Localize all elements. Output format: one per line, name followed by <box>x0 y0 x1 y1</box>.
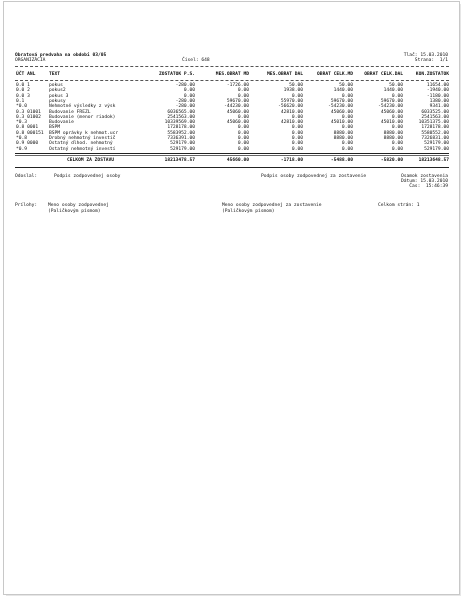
cell-opening: -280.00 <box>175 104 195 110</box>
cell-closing: 1728178.00 <box>421 125 449 131</box>
cell-account: *0.0 <box>16 104 28 110</box>
total-obrat-dal: -5820.00 <box>380 158 403 163</box>
cell-month-md: 0.00 <box>237 136 249 141</box>
cell-month-md: 45060.00 <box>226 109 249 115</box>
cell-obrat-md: 1440.00 <box>333 88 353 94</box>
cell-opening: 529179.00 <box>170 146 195 152</box>
column-header-row <box>15 72 449 77</box>
total-bottom-rule <box>15 167 449 168</box>
cell-account: 0.0 2 <box>16 88 30 94</box>
cell-account: 0.0 1 <box>16 83 30 88</box>
total-month-dal: -1718.00 <box>280 158 303 163</box>
cell-month-md: 0.00 <box>237 88 249 94</box>
cell-obrat-md: -54230.00 <box>328 104 353 110</box>
cell-month-dal: 55970.00 <box>280 98 303 104</box>
cell-opening: 0.00 <box>183 93 195 99</box>
cell-text: Budovanie FREZL <box>49 109 91 115</box>
cell-month-dal: 1938.00 <box>283 88 303 94</box>
cell-account: 0.8 0001 <box>16 125 39 131</box>
cell-month-dal: 0.00 <box>291 146 303 152</box>
cell-obrat-dal: 45010.00 <box>380 120 403 126</box>
cell-obrat-md: 59670.00 <box>330 98 353 104</box>
cell-text: BSPM <box>49 125 61 131</box>
report-page <box>3 1 460 595</box>
column-header-rule <box>15 80 449 81</box>
cell-text: BSPM oprávky k nehmot.ucr <box>49 130 119 136</box>
cell-text: pokus 3 <box>49 93 69 99</box>
col-header-account: ÚČT ANL <box>16 72 36 77</box>
cell-opening: 10339569.00 <box>164 120 195 126</box>
cell-text: Drobný nehmotný investič <box>49 136 116 141</box>
cell-obrat-md: 45010.00 <box>330 120 353 126</box>
cell-month-md: 45060.00 <box>226 120 249 126</box>
cell-text: pokusy <box>49 98 66 104</box>
compiler-name-label: Meno osoby zodpovednej za zostavenie <box>222 203 322 208</box>
attachments-label: Prílohy: <box>15 203 38 208</box>
cell-month-md: 0.00 <box>237 130 249 136</box>
cell-obrat-dal: 59670.00 <box>380 98 403 104</box>
cell-account: *0.9 <box>16 146 28 152</box>
cell-text: pokus <box>49 83 63 88</box>
table-row <box>15 131 449 136</box>
cell-month-dal: 0.00 <box>291 93 303 99</box>
cell-month-dal: 42810.00 <box>280 109 303 115</box>
header-top-rule <box>15 66 449 67</box>
total-pages-label: Celkom strán: 1 <box>378 203 420 208</box>
col-header-obrat-md: OBRAT CELK.MD <box>317 72 353 77</box>
cell-obrat-md: 0.00 <box>341 146 353 152</box>
total-obrat-md: -5488.00 <box>330 158 353 163</box>
total-closing: 18213648.57 <box>418 158 449 163</box>
total-row <box>15 158 449 163</box>
cell-closing: 1380.00 <box>429 98 449 104</box>
cell-month-dal: 0.00 <box>291 141 303 147</box>
cell-obrat-dal: 0.00 <box>391 114 403 120</box>
cell-obrat-md: 45060.00 <box>330 109 353 115</box>
cell-opening: 0.00 <box>183 88 195 94</box>
cell-closing: 9341.00 <box>429 104 449 110</box>
total-month-md: 45660.00 <box>226 158 249 163</box>
cell-account: 0.1 <box>16 98 25 104</box>
table-row <box>15 94 449 99</box>
cell-month-dal: -56620.00 <box>278 104 303 110</box>
cell-month-md: -44230.00 <box>224 104 249 110</box>
col-header-opening: ZOSTATOK P.S. <box>159 72 195 77</box>
cell-account: 0.0 3 <box>16 93 30 99</box>
cell-obrat-dal: 0.00 <box>391 125 403 131</box>
compile-date: Dátum: 15.03.2010 <box>400 179 448 184</box>
cell-obrat-md: 8880.00 <box>333 130 353 136</box>
total-opening: 18213478.57 <box>164 158 195 163</box>
compiler-name-hint: (Paličkovým písmom) <box>222 209 275 214</box>
cell-obrat-md: 0.00 <box>341 93 353 99</box>
cell-obrat-md: 0.00 <box>341 114 353 120</box>
report-center-info: Čísel: 648 <box>182 58 210 63</box>
cell-closing: 529179.00 <box>424 141 449 147</box>
cell-closing: 2541563.00 <box>421 114 449 120</box>
table-row <box>15 110 449 115</box>
cell-opening: 6036565.00 <box>167 109 195 115</box>
cell-closing: 11654.00 <box>426 83 449 88</box>
cell-account: 0.9 0000 <box>16 141 39 147</box>
cell-obrat-dal: 45060.00 <box>380 109 403 115</box>
cell-month-dal: 50.00 <box>289 83 303 88</box>
cell-obrat-dal: 0.00 <box>391 141 403 147</box>
cell-text: Budovanie (menor riadok) <box>49 114 116 120</box>
cell-month-dal: 0.00 <box>291 125 303 131</box>
responsible-name-hint: (Paličkovým písmom) <box>48 209 101 214</box>
report-subtitle: ORGANIZÁCIA <box>15 58 46 63</box>
cell-month-md: 59670.00 <box>226 98 249 104</box>
cell-opening: -280.00 <box>175 83 195 88</box>
col-header-text: TEXT <box>49 72 61 77</box>
total-label: CELKOM ZA ZOSTAVU <box>67 158 115 163</box>
cell-opening: 529179.00 <box>170 141 195 147</box>
cell-text: Ostatný dlhod. nehmotný <box>49 141 113 147</box>
cell-month-dal: 0.00 <box>291 130 303 136</box>
table-row <box>15 141 449 146</box>
cell-closing: 6033525.00 <box>421 109 449 115</box>
cell-account: 0.3 01001 <box>16 109 41 115</box>
print-date: Tlač: 15.03.2010 <box>403 53 448 58</box>
responsible-name-label: Meno osoby zodpovednej <box>48 203 109 208</box>
table-row <box>15 88 449 93</box>
cell-account: 0.8 000151 <box>16 130 44 136</box>
cell-closing: 5580552.00 <box>421 130 449 136</box>
compile-title: Osamok zostavenia <box>400 174 448 179</box>
cell-month-md: -1726.00 <box>226 83 249 88</box>
cell-obrat-dal: 1440.00 <box>383 88 403 94</box>
responsible-signature-label: Podpis zodpovednej osoby <box>54 174 121 179</box>
cell-obrat-dal: 8880.00 <box>383 130 403 136</box>
table-row <box>15 147 449 152</box>
cell-opening: 5583952.00 <box>167 130 195 136</box>
cell-obrat-md: 8880.00 <box>333 136 353 141</box>
cell-opening: 1728178.00 <box>167 125 195 131</box>
cell-account: *0.8 <box>16 136 28 141</box>
cell-closing: -1940.00 <box>426 88 449 94</box>
col-header-month-md: MES.OBRAT MD <box>215 72 249 77</box>
report-title: Obratová predvaha na obdobi 03/05 <box>15 53 107 58</box>
cell-month-md: 0.00 <box>237 146 249 152</box>
cell-month-md: 0.00 <box>237 125 249 131</box>
cell-text: pokus2 <box>49 88 66 94</box>
cell-account: *0.3 <box>16 120 28 126</box>
cell-obrat-dal: 50.00 <box>389 83 403 88</box>
cell-closing: -1180.00 <box>426 93 449 99</box>
cell-opening: 7336391.00 <box>167 136 195 141</box>
cell-opening: -280.00 <box>175 98 195 104</box>
col-header-closing: KON.ZOSTATOK <box>415 72 449 77</box>
cell-obrat-dal: 0.00 <box>391 146 403 152</box>
cell-obrat-dal: 0.00 <box>391 93 403 99</box>
cell-closing: 10351375.00 <box>418 120 449 126</box>
col-header-obrat-dal: OBRAT CELK.DAL <box>364 72 403 77</box>
total-top-rule-2 <box>15 155 449 156</box>
cell-month-md: 0.00 <box>237 141 249 147</box>
cell-obrat-md: 0.00 <box>341 125 353 131</box>
cell-obrat-md: 50.00 <box>339 83 353 88</box>
cell-opening: 2541563.00 <box>167 114 195 120</box>
cell-obrat-md: 0.00 <box>341 141 353 147</box>
cell-obrat-dal: 8880.00 <box>383 136 403 141</box>
cell-month-dal: 42810.00 <box>280 120 303 126</box>
cell-text: Ostatný nehmotný investí <box>49 146 116 152</box>
cell-account: 0.3 01002 <box>16 114 41 120</box>
cell-month-dal: 0.00 <box>291 136 303 141</box>
cell-month-dal: 0.00 <box>291 114 303 120</box>
page-number: Strana: 1/1 <box>414 58 448 63</box>
cell-closing: 529179.00 <box>424 146 449 152</box>
cell-month-md: 0.00 <box>237 114 249 120</box>
compile-time: Čas: 15:46:39 <box>409 184 448 189</box>
cell-text: Nehmotné výsledky z výsk <box>49 104 116 110</box>
cell-month-md: 0.00 <box>237 93 249 99</box>
table-row <box>15 104 449 109</box>
table-row <box>15 120 449 125</box>
compiler-signature-label: Podpis osoby zodpovednej za zostavenie <box>261 174 367 179</box>
cell-closing: 7326831.00 <box>421 136 449 141</box>
table-row <box>15 125 449 130</box>
total-top-rule <box>15 153 449 154</box>
cell-obrat-dal: -54230.00 <box>378 104 403 110</box>
sent-by-label: Odoslal: <box>15 174 38 179</box>
col-header-month-dal: MES.OBRAT DAL <box>267 72 303 77</box>
cell-text: Budovanie <box>49 120 74 126</box>
